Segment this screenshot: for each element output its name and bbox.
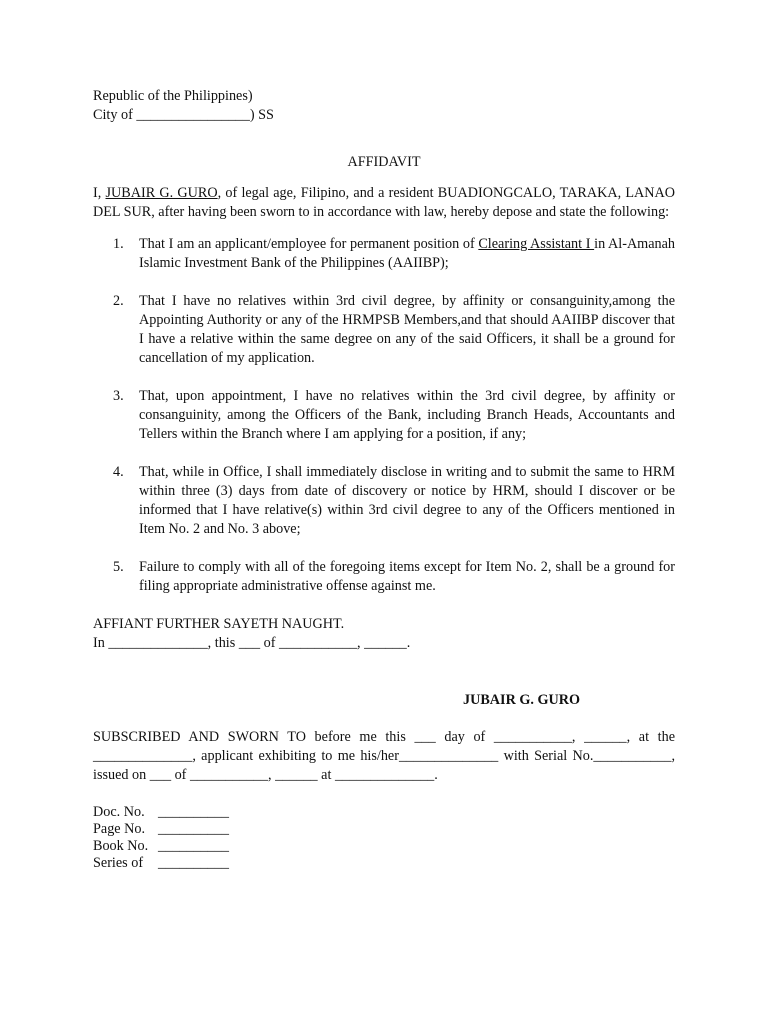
statement-item bbox=[93, 558, 675, 596]
item-text bbox=[139, 235, 675, 273]
intro-prefix: I, bbox=[93, 185, 106, 201]
statement-item bbox=[93, 387, 675, 444]
series-blank: __________ bbox=[158, 855, 229, 871]
caption-republic: Republic of the Philippines) bbox=[93, 88, 253, 104]
caption bbox=[93, 87, 675, 125]
doc-no-line bbox=[93, 804, 675, 821]
intro-paragraph bbox=[93, 184, 675, 222]
jurat-paragraph: SUBSCRIBED AND SWORN TO before me this ___ day of ___________, ______, at the ______________, applicant exhibiting to me his/her______________ with Serial No.___________, issued on ___ of ___________, ______ at ______________. bbox=[93, 729, 675, 783]
item-text: That I have no relatives within 3rd civil degree, by affinity or consanguinity,among the Appointing Authority or any of the HRMPSB Members,and that should AAIIBP discover that I have a relative within the same degree on any of the said Officers, it shall be a ground for cancellation of my application. bbox=[139, 293, 675, 366]
further-sayeth: AFFIANT FURTHER SAYETH NAUGHT. bbox=[93, 616, 345, 632]
book-no-label: Book No. bbox=[93, 838, 149, 854]
page-no-label: Page No. bbox=[93, 821, 146, 837]
doc-no-label: Doc. No. bbox=[93, 804, 145, 820]
item-number: 2. bbox=[113, 293, 124, 309]
execution-date-line: In ______________, this ___ of ___________, ______. bbox=[93, 635, 411, 651]
series-label: Series of bbox=[93, 855, 144, 871]
book-no-line bbox=[93, 838, 675, 855]
notarial-register bbox=[93, 804, 675, 872]
closing-statement bbox=[93, 615, 675, 653]
item-number: 1. bbox=[113, 236, 124, 252]
item-text: That, while in Office, I shall immediately disclose in writing and to submit the same to HRM within three (3) days from date of discovery or notice by HRM, should I discover or be informed that I have relative(s) within 3rd civil degree to any of the Officers mentioned in Item No. 2 and No. 3 above; bbox=[139, 464, 675, 537]
page-no-line bbox=[93, 821, 675, 838]
page-no-blank: __________ bbox=[158, 821, 229, 837]
statement-list bbox=[93, 235, 675, 596]
document-title: AFFIDAVIT bbox=[347, 154, 421, 170]
statement-item bbox=[93, 292, 675, 368]
item-text: That, upon appointment, I have no relatives within the 3rd civil degree, by affinity or consanguinity, among the Officers of the Bank, including Branch Heads, Accountants and Tellers within the Branch where I am applying for a position, if any; bbox=[139, 388, 675, 442]
item-number: 4. bbox=[113, 464, 124, 480]
affidavit-page bbox=[93, 87, 675, 872]
caption-city: City of ________________) SS bbox=[93, 107, 274, 123]
doc-no-blank: __________ bbox=[158, 804, 229, 820]
item-number: 5. bbox=[113, 559, 124, 575]
item-text-before: That I am an applicant/employee for permanent position of bbox=[139, 236, 479, 252]
position-title: Clearing Assistant I bbox=[478, 236, 595, 252]
book-no-blank: __________ bbox=[158, 838, 229, 854]
item-text: Failure to comply with all of the foregoing items except for Item No. 2, shall be a ground for filing appropriate administrative offense against me. bbox=[139, 559, 675, 594]
item-number: 3. bbox=[113, 388, 124, 404]
signer-name: JUBAIR G. GURO bbox=[463, 692, 581, 708]
series-line bbox=[93, 855, 675, 872]
intro-rest: , of legal age, Filipino, and a resident BUADIONGCALO, TARAKA, LANAO DEL SUR, after having been sworn to in accordance with law, hereby depose and state the following: bbox=[93, 185, 675, 220]
statement-item bbox=[93, 235, 675, 273]
affiant-name: JUBAIR G. GURO bbox=[105, 185, 218, 201]
item-text-after: in Al-Amanah Islamic Investment Bank of the Philippines (AAIIBP); bbox=[139, 236, 676, 271]
statement-item bbox=[93, 463, 675, 539]
